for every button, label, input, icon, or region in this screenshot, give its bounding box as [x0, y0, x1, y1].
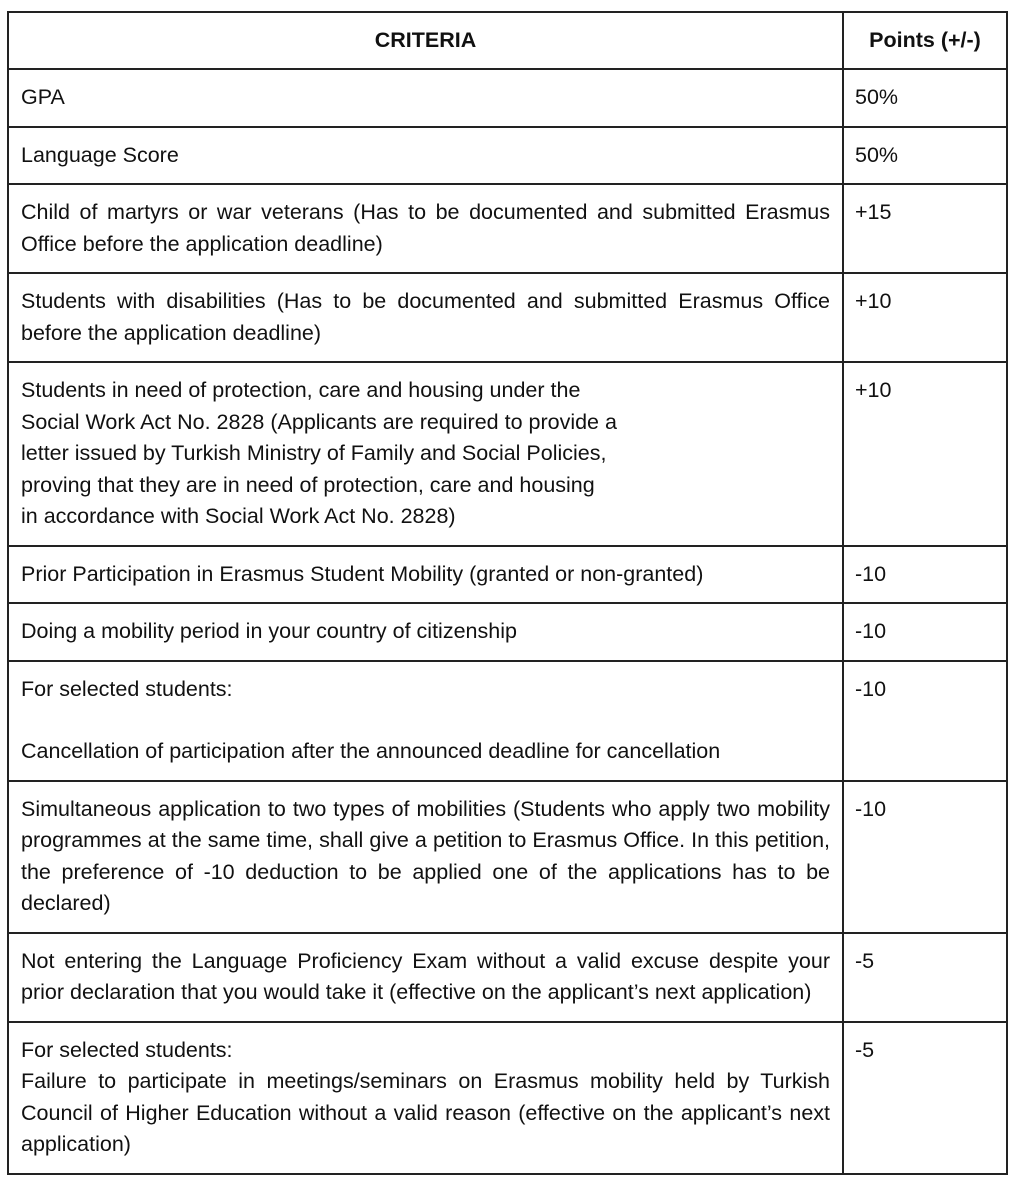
criteria-cell: Language Score — [8, 127, 843, 185]
points-cell: -5 — [843, 933, 1007, 1022]
points-cell: -10 — [843, 661, 1007, 781]
table-row — [8, 933, 1007, 1022]
criteria-line: Social Work Act No. 2828 (Applicants are required to provide a — [21, 409, 617, 434]
criteria-cell: Child of martyrs or war veterans (Has to be documented and submitted Erasmus Office before the application deadline) — [8, 184, 843, 273]
table-header-row — [8, 12, 1007, 69]
criteria-table — [7, 11, 1008, 1175]
criteria-column-header: CRITERIA — [8, 12, 843, 69]
criteria-text: Failure to participate in meetings/seminars on Erasmus mobility held by Turkish Council of Higher Education without a valid reason (effective on the applicant’s next application) — [21, 1069, 830, 1156]
criteria-cell — [8, 362, 843, 546]
points-cell: +10 — [843, 362, 1007, 546]
table-row — [8, 273, 1007, 362]
spacer — [21, 705, 830, 736]
table-row — [8, 362, 1007, 546]
criteria-cell: Prior Participation in Erasmus Student Mobility (granted or non-granted) — [8, 546, 843, 604]
table-row — [8, 546, 1007, 604]
criteria-cell — [8, 1022, 843, 1174]
points-cell: -10 — [843, 546, 1007, 604]
criteria-cell: Not entering the Language Proficiency Exam without a valid excuse despite your prior declaration that you would take it (effective on the applicant’s next application) — [8, 933, 843, 1022]
criteria-cell: GPA — [8, 69, 843, 127]
points-cell: 50% — [843, 69, 1007, 127]
criteria-cell: Doing a mobility period in your country of citizenship — [8, 603, 843, 661]
points-cell: +10 — [843, 273, 1007, 362]
criteria-line: letter issued by Turkish Ministry of Family and Social Policies, — [21, 441, 607, 465]
criteria-cell — [8, 661, 843, 781]
criteria-cell: Simultaneous application to two types of mobilities (Students who apply two mobility programmes at the same time, shall give a petition to Erasmus Office. In this petition, the preference of -10 deduction to be applied one of the applications has to be declared) — [8, 781, 843, 933]
points-cell: -10 — [843, 603, 1007, 661]
points-cell: +15 — [843, 184, 1007, 273]
table-row — [8, 661, 1007, 781]
points-cell: -5 — [843, 1022, 1007, 1174]
criteria-prefix: For selected students: — [21, 676, 233, 701]
table-row — [8, 603, 1007, 661]
criteria-line: Students in need of protection, care and housing under the — [21, 378, 581, 402]
criteria-line: proving that they are in need of protection, care and housing — [21, 472, 595, 497]
criteria-prefix: For selected students: — [21, 1037, 233, 1062]
table-row — [8, 127, 1007, 185]
points-cell: -10 — [843, 781, 1007, 933]
criteria-text: Cancellation of participation after the announced deadline for cancellation — [21, 739, 721, 763]
table-row — [8, 184, 1007, 273]
points-column-header: Points (+/-) — [843, 12, 1007, 69]
criteria-cell: Students with disabilities (Has to be documented and submitted Erasmus Office before the application deadline) — [8, 273, 843, 362]
points-cell: 50% — [843, 127, 1007, 185]
table-row — [8, 1022, 1007, 1174]
table-row — [8, 781, 1007, 933]
criteria-line: in accordance with Social Work Act No. 2828) — [21, 504, 456, 528]
table-row — [8, 69, 1007, 127]
